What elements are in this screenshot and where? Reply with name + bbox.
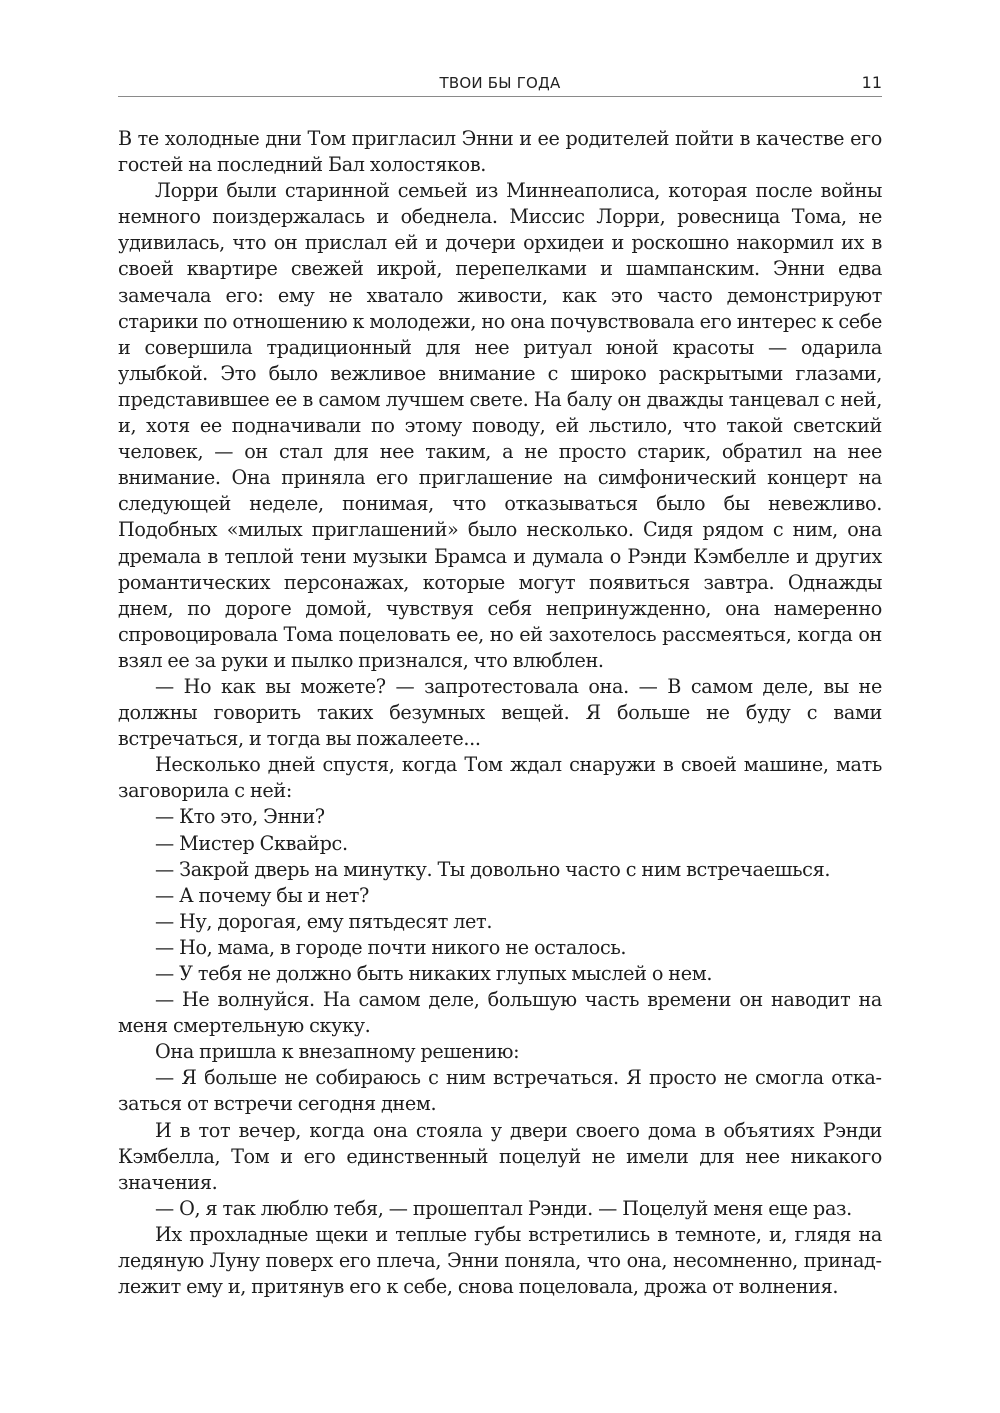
dialogue-line: — О, я так люблю тебя, — прошептал Рэнди. — Поцелуй меня еще раз.	[155, 1196, 852, 1220]
dialogue-line: — Кто это, Энни?	[155, 805, 325, 829]
paragraph: Лорри были старинной семьей из Миннеаполиса, которая после войны немного поиздержалась и обеднела. Миссис Лорри, ровесница Тома, не удивилась, что он прислал ей и дочери орхидеи и роскошно накормил их в своей квартире свежей икрой, перепелками и шампанским. Энни едва замечала его: ему не хватало живости, как это часто демонстрируют старики по отношению к молодежи, но она почувствовала его интерес к себе и совершила традиционный для нее ритуал юной красоты — одарила улыбкой. Это было вежливое внимание с широко раскрытыми глазами, представившее ее в самом лучшем свете. На балу он дважды танцевал с ней, и, хотя ее подначивали по этому поводу, ей льстило, что такой светский человек, — он стал для нее таким, а не просто старик, обратил на нее внимание. Она приняла его приглашение на симфонический концерт на следующей неделе, понимая, что отказываться было бы невежливо. Подобных «милых приглашений» было несколько. Сидя рядом с ним, она дремала в теплой тени музыки Брамса и думала о Рэнди Кэмбелле и других романтических персонажах, которые могут появиться завтра. Однажды днем, по дороге домой, чувствуя себя непринужденно, она намеренно спровоцировала Тома поцеловать ее, но ей захотелось рассмеяться, когда он взял ее за руки и пылко признался, что влюблен.	[118, 179, 882, 672]
paragraph: И в тот вечер, когда она стояла у двери своего дома в объятиях Рэнди Кэмбелла, Том и его единственный поцелуй не имели для нее никакого значения.	[118, 1118, 882, 1194]
dialogue-line: — У тебя не должно быть никаких глупых мыслей о нем.	[155, 962, 713, 985]
dialogue-line: — Но, мама, в городе почти никого не осталось.	[155, 935, 627, 959]
paragraph: Она пришла к внезапному решению:	[155, 1040, 520, 1064]
dialogue-line: — Но как вы можете? — запротестовала она. — В самом деле, вы не должны говорить таких безумных вещей. Я больше не буду с вами встречаться, и тогда вы пожалеете...	[118, 674, 882, 751]
dialogue-line: — Мистер Сквайрс.	[155, 831, 348, 855]
running-title: ТВОИ БЫ ГОДА	[439, 74, 561, 92]
body-text	[118, 126, 882, 1300]
dialogue-line: — Я больше не собираюсь с ним встречаться. Я просто не смогла отказаться от встречи сегодня днем.	[118, 1066, 882, 1116]
paragraph: Их прохладные щеки и теплые губы встретились в темноте, и, глядя на ледяную Луну поверх его плеча, Энни поняла, что она, несомненно, принадлежит ему и, притянув его к себе, снова поцеловала, дрожа от волнения.	[118, 1222, 882, 1299]
dialogue-line: — Не волнуйся. На самом деле, большую часть времени он наводит на меня смертельную скуку.	[118, 988, 882, 1038]
dialogue-line: — Ну, дорогая, ему пятьдесят лет.	[155, 909, 493, 933]
running-header	[118, 72, 882, 97]
dialogue-line: — Закрой дверь на минутку. Ты довольно часто с ним встречаешься.	[155, 857, 831, 881]
paragraph: В те холодные дни Том пригласил Энни и ее родителей пойти в качестве его гостей на последний Бал холостяков.	[118, 127, 882, 177]
dialogue-line: — А почему бы и нет?	[155, 883, 369, 907]
paragraph: Несколько дней спустя, когда Том ждал снаружи в своей машине, мать заговорила с ней:	[118, 753, 882, 803]
page-number: 11	[861, 73, 882, 92]
